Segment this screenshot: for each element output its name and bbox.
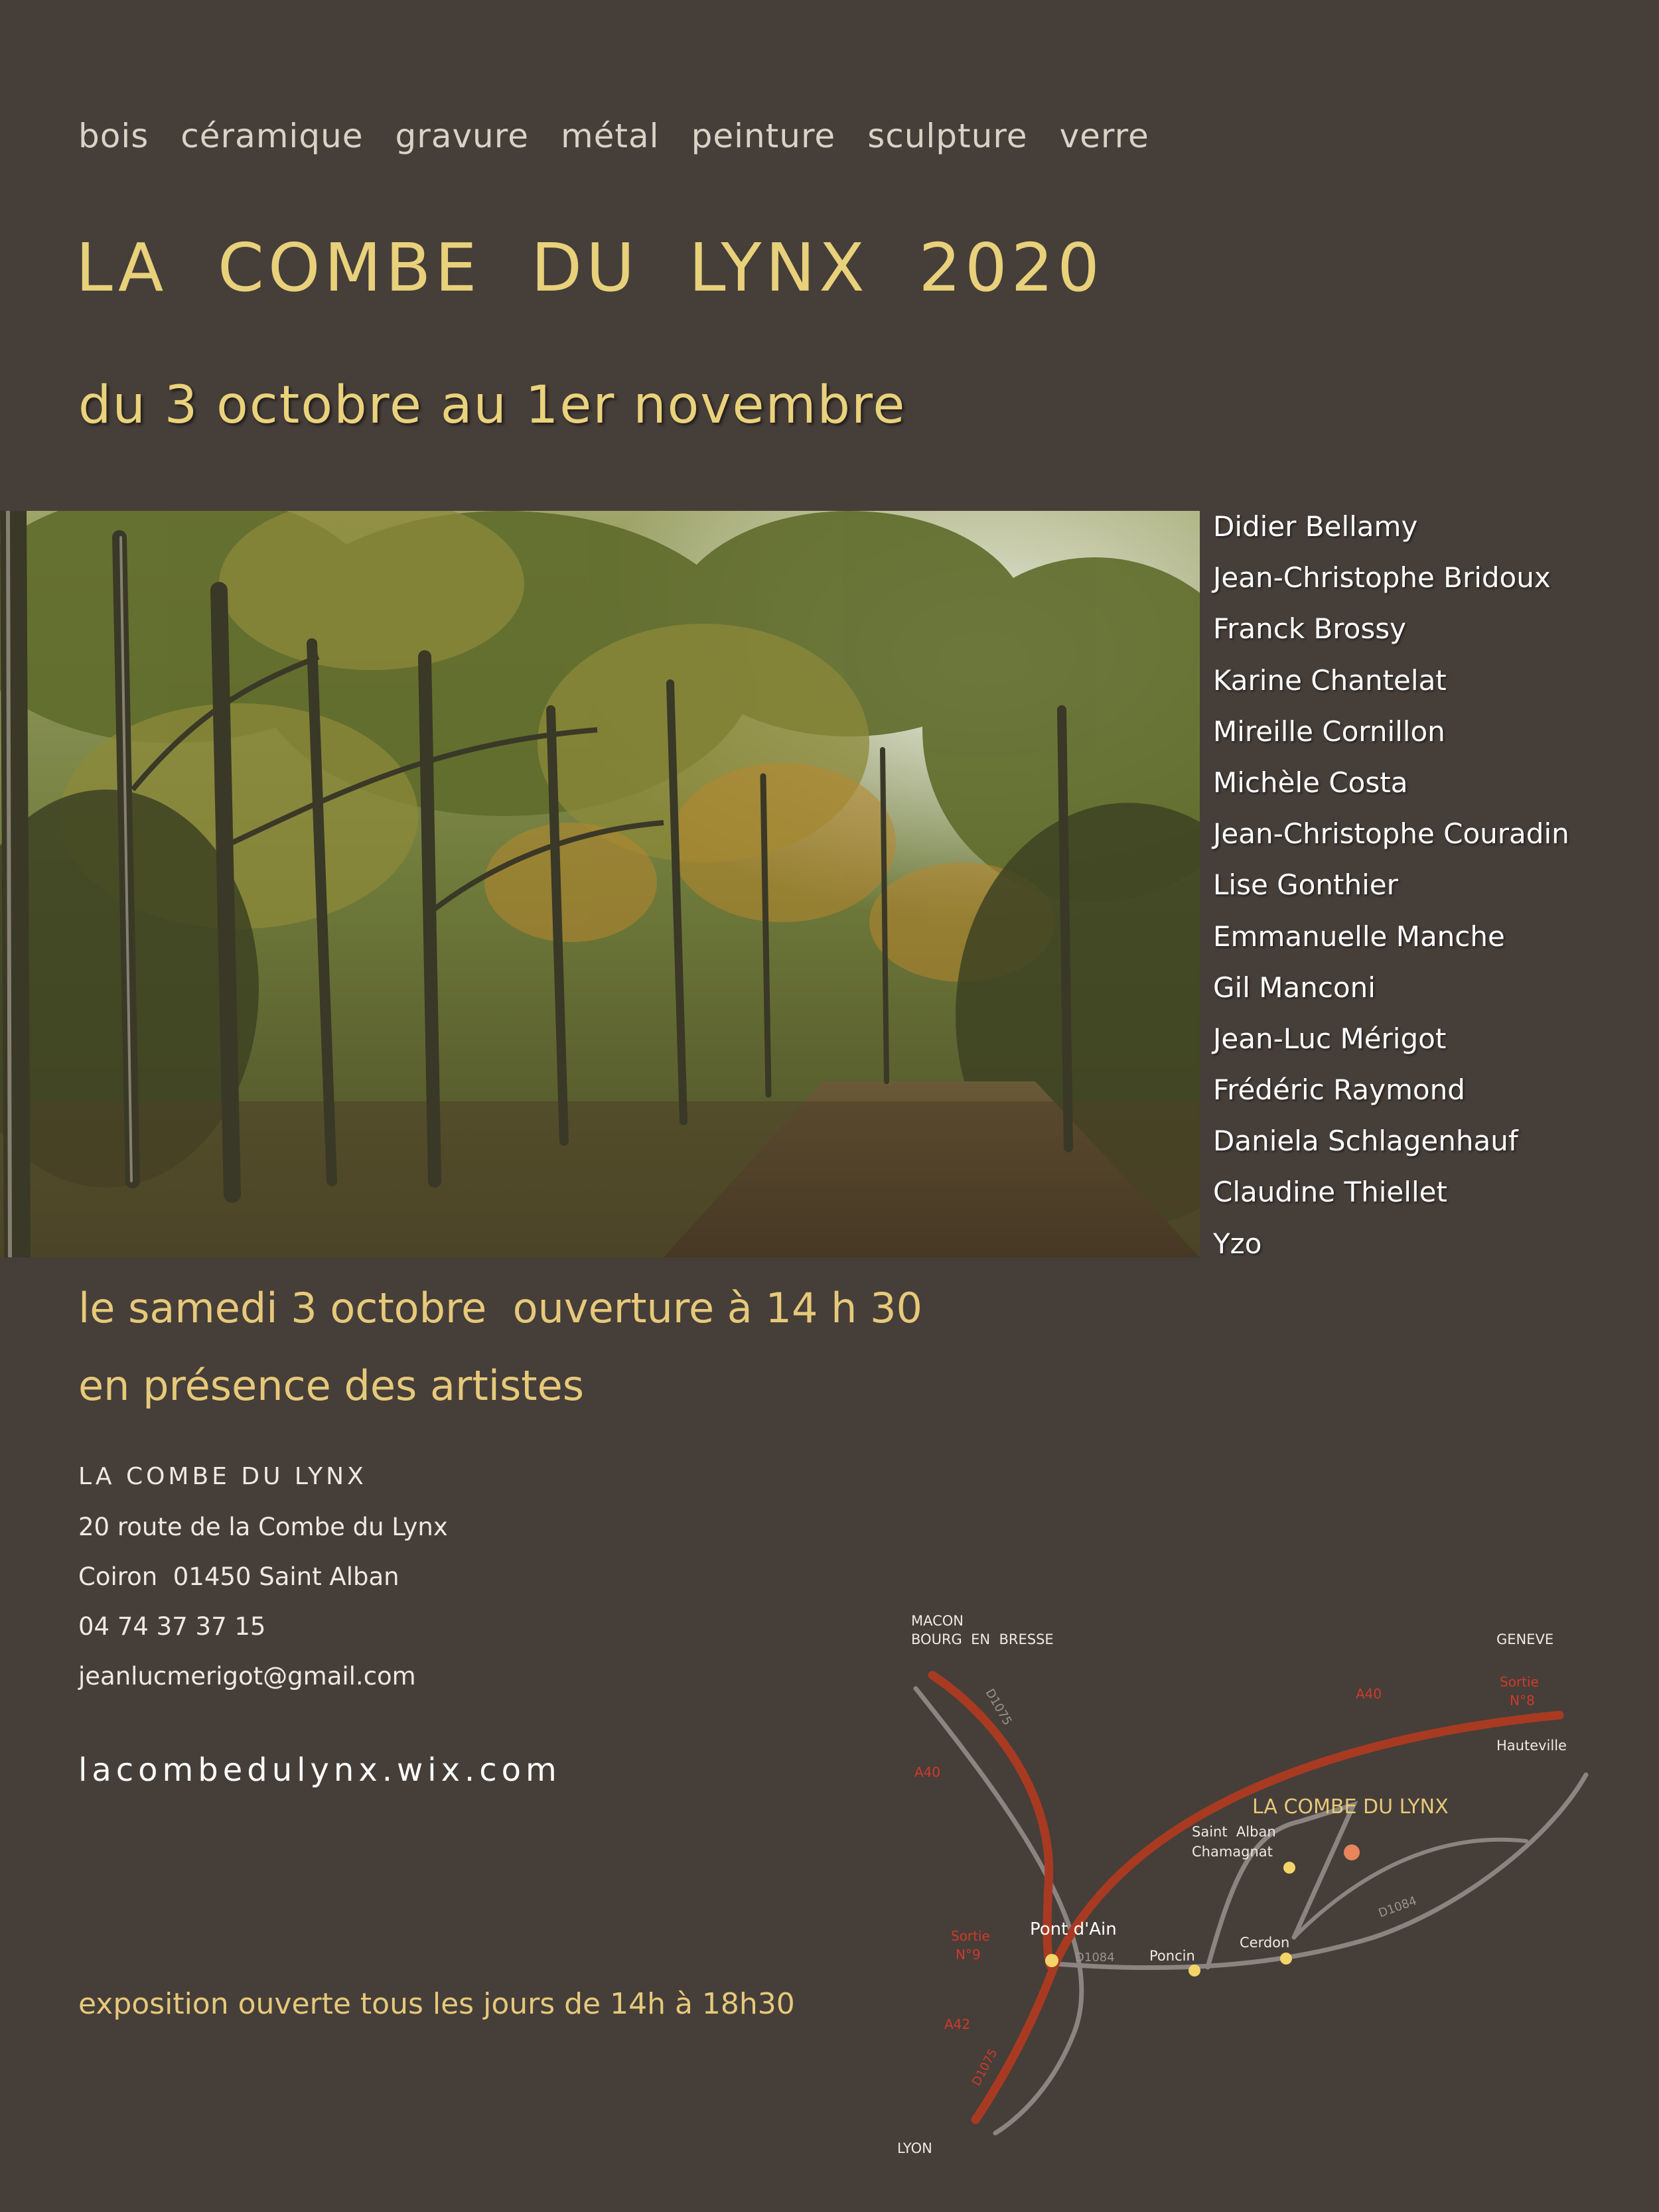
venue-street: 20 route de la Combe du Lynx (78, 1513, 448, 1541)
label-cerdon: Cerdon (1240, 1935, 1290, 1951)
label-d1075-top: D1075 (982, 1687, 1015, 1728)
website-link: lacombedulynx.wix.com (78, 1752, 561, 1789)
artist-list (1213, 501, 1569, 1269)
forest-illustration (0, 511, 1200, 1257)
opening-hours: exposition ouverte tous les jours de 14h à 18h30 (78, 1987, 795, 2021)
label-pont-dain: Pont d'Ain (1030, 1919, 1117, 1939)
town-saint-alban-dot (1283, 1862, 1295, 1874)
town-poncin-dot (1189, 1965, 1200, 1976)
event-title: LA COMBE DU LYNX 2020 (76, 229, 1104, 307)
label-sortie9: Sortie (951, 1928, 990, 1944)
access-map (856, 1606, 1599, 2163)
artist-name: Jean-Luc Mérigot (1213, 1022, 1447, 1055)
artist-name: Franck Brossy (1213, 612, 1406, 646)
artist-name: Claudine Thiellet (1213, 1176, 1447, 1209)
venue-city: Coiron 01450 Saint Alban (78, 1562, 399, 1591)
material-ceramic: céramique (180, 117, 364, 155)
material-engraving: gravure (395, 117, 529, 155)
material-glass: verre (1059, 117, 1149, 155)
label-poncin: Poncin (1149, 1948, 1195, 1964)
label-d1084-left: D1084 (1075, 1951, 1115, 1965)
event-dates: du 3 octobre au 1er novembre (78, 376, 906, 435)
presence-info: en présence des artistes (78, 1361, 585, 1410)
venue-email: jeanlucmerigot@gmail.com (78, 1662, 416, 1691)
artist-name: Gil Manconi (1213, 971, 1376, 1004)
material-sculpture: sculpture (867, 117, 1028, 155)
label-chamagnat: Chamagnat (1192, 1844, 1273, 1860)
road-a42 (975, 1964, 1055, 2120)
town-cerdon-dot (1280, 1953, 1292, 1965)
artist-name: Didier Bellamy (1213, 510, 1418, 543)
label-sortie8-num: N°8 (1510, 1693, 1535, 1708)
artist-name: Yzo (1213, 1227, 1262, 1260)
material-painting: peinture (691, 117, 836, 155)
road-a40 (932, 1675, 1559, 1967)
artist-name: Mireille Cornillon (1213, 715, 1445, 748)
label-d1084-right: D1084 (1376, 1894, 1419, 1921)
opening-info: le samedi 3 octobre ouverture à 14 h 30 (78, 1284, 922, 1332)
artist-name: Jean-Christophe Bridoux (1213, 561, 1551, 594)
road-d1075 (916, 1689, 1082, 2133)
label-macon: MACON (911, 1613, 964, 1629)
artist-name: Frédéric Raymond (1213, 1073, 1465, 1107)
label-lyon: LYON (897, 2140, 932, 2156)
forest-photo (0, 511, 1200, 1257)
label-sortie8: Sortie (1500, 1674, 1539, 1690)
label-combe: LA COMBE DU LYNX (1252, 1795, 1449, 1819)
label-a42: A42 (944, 2016, 971, 2032)
label-sortie9-num: N°9 (956, 1947, 981, 1963)
combe-du-lynx-dot (1344, 1844, 1360, 1860)
artist-name: Daniela Schlagenhauf (1213, 1125, 1518, 1158)
road-map (856, 1606, 1599, 2163)
label-bourg: BOURG EN BRESSE (911, 1631, 1054, 1647)
label-hauteville: Hauteville (1496, 1738, 1567, 1754)
artist-name: Lise Gonthier (1213, 868, 1398, 902)
artist-name: Emmanuelle Manche (1213, 920, 1505, 953)
venue-phone: 04 74 37 37 15 (78, 1612, 266, 1641)
label-geneve: GENEVE (1496, 1631, 1554, 1647)
material-metal: métal (560, 117, 660, 155)
materials-list (78, 117, 1149, 155)
artist-name: Karine Chantelat (1213, 663, 1447, 697)
material-wood: bois (78, 117, 149, 155)
artist-name: Jean-Christophe Couradin (1213, 817, 1569, 851)
label-d1075-bottom: D1075 (969, 2046, 1001, 2089)
venue-name: LA COMBE DU LYNX (78, 1463, 367, 1490)
label-a40-right: A40 (1356, 1686, 1382, 1702)
artist-name: Michèle Costa (1213, 766, 1408, 799)
town-pont-dain-dot (1045, 1954, 1058, 1967)
label-a40-left: A40 (914, 1764, 941, 1780)
label-saint-alban: Saint Alban (1192, 1824, 1276, 1840)
